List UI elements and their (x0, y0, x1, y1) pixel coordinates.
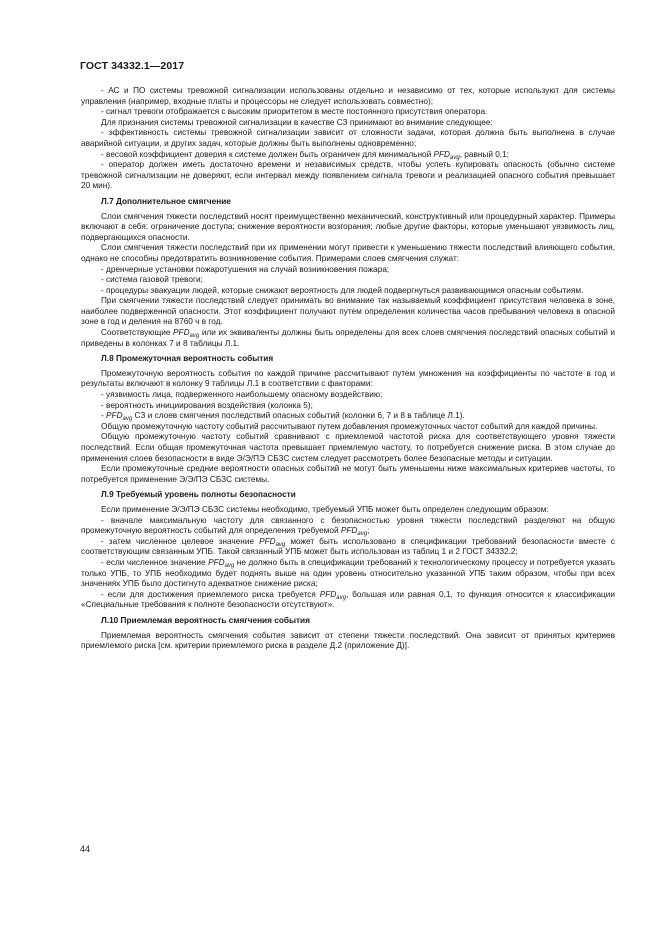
section-heading-l9: Л.9 Требуемый уровень полноты безопасности (101, 490, 296, 500)
text-run: , равный 0,1; (459, 149, 509, 159)
text-run: Соответствующие (101, 328, 171, 338)
text-run: может быть использовано в спецификации требований безопасности вместе с соответствующим связанным УПБ. Такой связанный УПБ может быть использован из таблиц 1 и 2 ГОСТ 34332.2; (81, 536, 615, 557)
text-run: - (101, 411, 104, 421)
pfd-term: $PFD_{avg}$ (259, 536, 286, 548)
text-run: или их эквиваленты должны быть определены для всех слоев смягчения последствий опасных событий и приведены в колонках 7 и 8 таблицы Л.1. (81, 328, 616, 348)
paragraph: - процедуры эвакуации людей, которые снижают вероятность для людей подвергнуться развивающимся опасным событиям. (101, 285, 584, 295)
paragraph: - оператор должен иметь достаточно времени и независимых средств, чтобы успеть купировать опасность (обычно системе тревожной сигнализации не доверяют, если интервал между появлением сигнала тревоги и реализацией опасного события превышает 20 мин). (81, 160, 615, 191)
paragraph: - эффективность системы тревожной сигнализации зависит от сложности задачи, которая должна быть выполнена в случае аварийной ситуации, и других задач, которые должны быть выполнены одновременно; (81, 128, 615, 148)
text-run: - вначале максимальную частоту для связанного с безопасностью уровня тяжести последствий разделяют на общую промежуточную вероятность событий для определения требуемой (81, 515, 615, 536)
text-run: ; (367, 526, 370, 536)
paragraph (81, 150, 615, 161)
text-run: - если для достижения приемлемого риска требуется (101, 589, 316, 599)
paragraph: - дренчерные установки пожаротушения на случай возникновения пожара; (101, 264, 390, 274)
paragraph: - система газовой тревоги; (101, 275, 203, 285)
paragraph: Слои смягчения тяжести последствий при их применении могут привести к уменьшению тяжести последствий влияющего события, однако не способны предотвратить возникновение события. Примерами слоев смягчения служат: (81, 243, 615, 263)
paragraph: Общую промежуточную частоту событий сравнивают с приемлемой частотой риска для соответствующего уровня тяжести последствий. Если общая промежуточная частота превышает приемлемую частоту, то потребуется снижение риска. В этом случае до применения слоев безопасности в виде Э/Э/ПЭ СБЗС систем следует рассмотреть более безопасные методы и ситуации. (81, 432, 615, 463)
paragraph: Если промежуточные средние вероятности опасных событий не могут быть уменьшены ниже максимальных критериев частоты, то потребуется применение Э/Э/ПЭ СБЗС системы. (81, 464, 615, 484)
paragraph: Общую промежуточную частоту событий рассчитывают путем добавления промежуточных частот событий для каждой причины. (101, 421, 598, 431)
paragraph: Если применение Э/Э/ПЭ СБЗС системы необходимо, требуемый УПБ может быть определен следующим образом: (101, 504, 549, 514)
pfd-term: $PFD_{avg}$ (340, 526, 368, 538)
text-run: не должно быть в спецификации требований к технологическому процессу и потребуется указать только УПБ, то УПБ необходимо будет поднять выше на один уровень относительно указанной УПБ таким образом, чтобы при всех значениях УПБ было достигнуто адекватное снижение риска; (81, 557, 616, 589)
paragraph: При смягчении тяжести последствий следует принимать во внимание так называемый коэффициент присутствия человека в зоне, наиболее подверженной опасности. Этот коэффициент получают путем определения количества часов пребывания человека в опасной зоне в год и деления на 8760 ч в год. (81, 296, 615, 327)
paragraph: - сигнал тревоги отображается с высоким приоритетом в месте постоянного присутствия оператора. (101, 107, 488, 117)
paragraph (81, 328, 615, 349)
text-run: - если численное значение (101, 557, 206, 567)
pfd-term: $PFD_{avg}$ (106, 411, 133, 423)
text-run: - весовой коэффициент доверия к системе должен быть ограничен для минимальной (101, 149, 432, 159)
paragraph (81, 558, 615, 590)
paragraph: Приемлемая вероятность смягчения события зависит от степени тяжести последствий. Она зависит от принятых критериев приемлемого риска [см. критерии приемлемого риска в разделе Д.2 (приложение Д)]. (81, 630, 615, 651)
pfd-term: $PFD_{avg}$ (173, 328, 200, 340)
pfd-term: $PFD_{avg}$ (208, 557, 235, 569)
paragraph: Промежуточную вероятность события по каждой причине рассчитывают путем умножения на коэффициенты по частоте в год и результаты включают в колонку 9 таблицы Л.1 в соответствии с факторами: (81, 368, 615, 389)
section-heading-l10: Л.10 Приемлемая вероятность смягчения события (101, 615, 310, 625)
section-heading-l8: Л.8 Промежуточная вероятность события (101, 354, 274, 364)
paragraph: - АС и ПО системы тревожной сигнализации использованы отдельно и независимо от тех, которые используют для системы управления (например, входные платы и процессоры не следует использовать совместно); (81, 86, 615, 106)
paragraph (81, 516, 615, 537)
text-run: , большая или равная 0,1, то функция относится к классификации «Специальные требования к полноте безопасности отсутствуют». (81, 589, 615, 610)
text-run: СЗ и слоев смягчения последствий опасных событий (колонки 6, 7 и 8 в таблице Л.1). (134, 411, 465, 421)
section-heading-l7: Л.7 Дополнительное смягчение (101, 196, 231, 206)
text-run: - затем численное целевое значение (101, 536, 255, 546)
paragraph (81, 590, 615, 611)
paragraph (81, 537, 615, 558)
pfd-term: $PFD_{avg}$ (433, 149, 460, 161)
paragraph: Для признания системы тревожной сигнализации в качестве СЗ принимают во внимание следующее: (101, 117, 493, 127)
paragraph: - вероятность инициирования воздействия (колонка 5); (101, 400, 313, 410)
paragraph: Слои смягчения тяжести последствий носят преимущественно механический, конструктивный или процедурный характер. Примеры включают в себя: ограничение доступа; снижение вероятности возгорания; любые другие факторы, которые уменьшают уязвимость лиц, подвергающихся опасности. (81, 211, 615, 242)
page-number: 44 (80, 844, 91, 854)
pfd-term: $PFD_{avg}$ (319, 589, 346, 601)
paragraph: - уязвимость лица, подверженного наибольшему опасному воздействию; (101, 390, 383, 400)
paragraph (81, 411, 615, 422)
document-header: ГОСТ 34332.1—2017 (80, 60, 185, 72)
document-body (81, 86, 615, 652)
